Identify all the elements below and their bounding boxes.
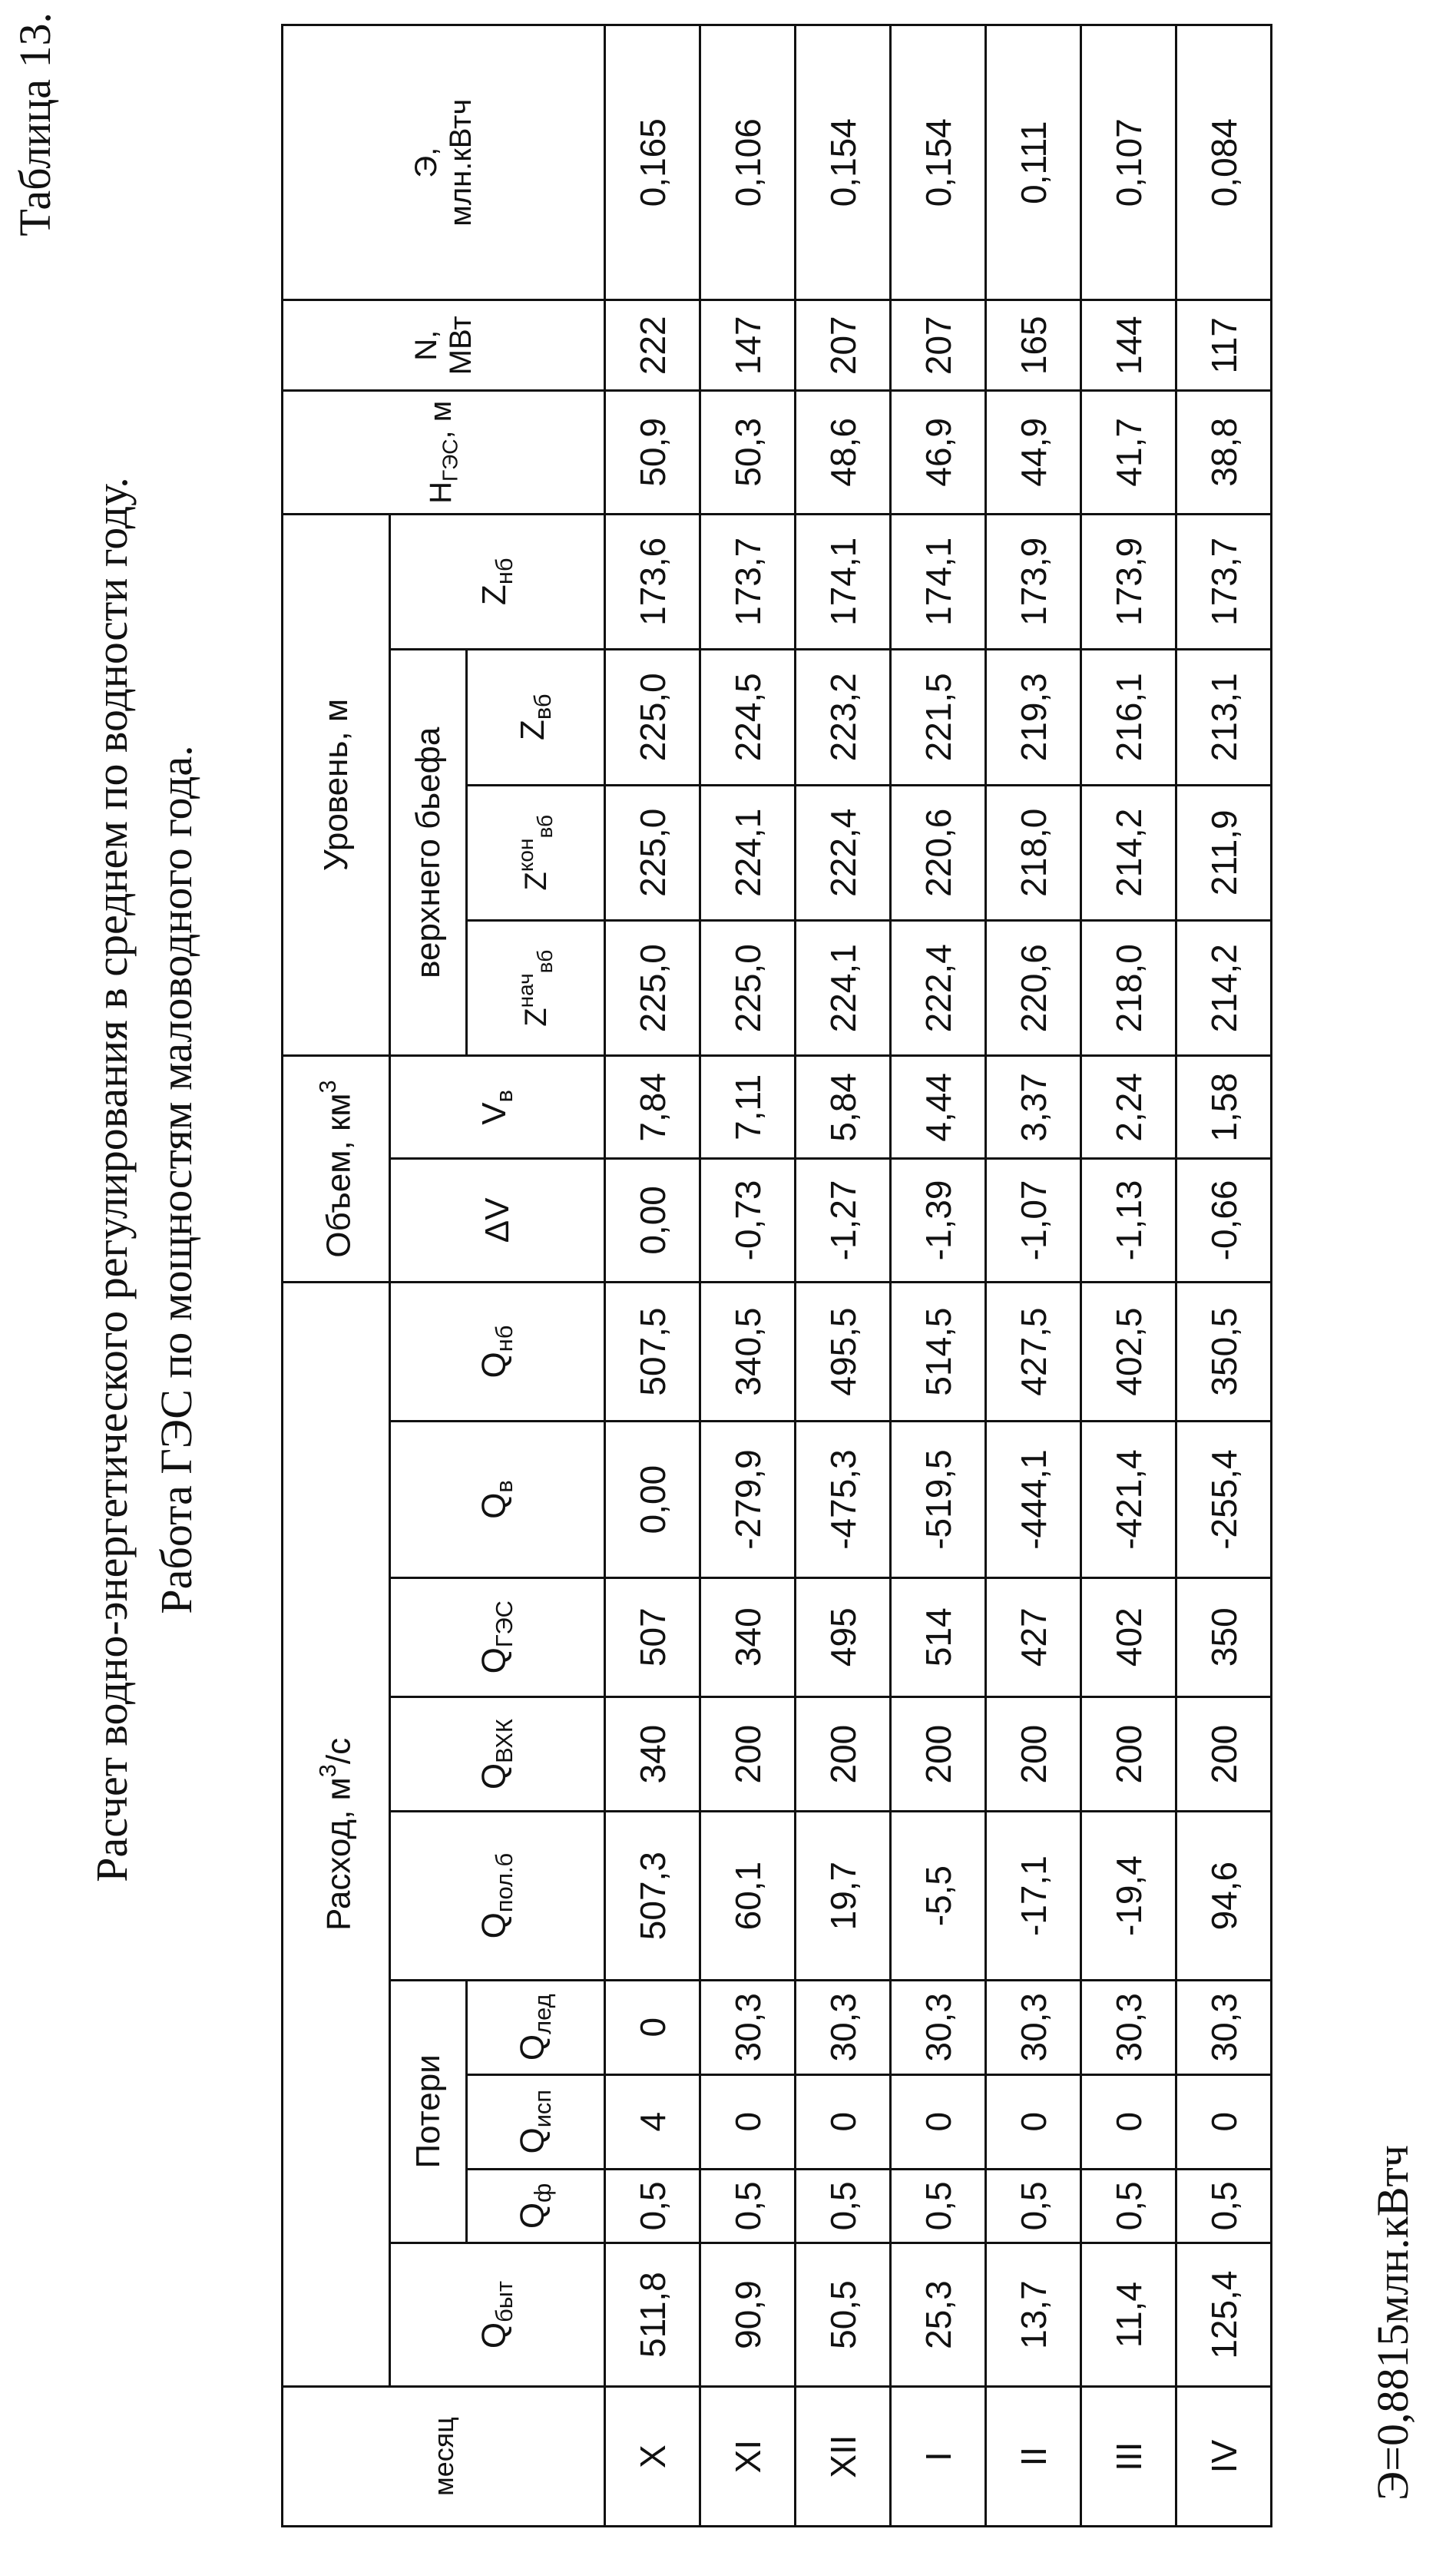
cell-e: 0,154 [891, 25, 986, 300]
table-caption-line-2: Работа ГЭС по мощностям маловодного года. [151, 745, 201, 1614]
cell-q-nb: 402,5 [1081, 1282, 1176, 1422]
cell-v-v: 1,58 [1176, 1056, 1272, 1159]
cell-z-vb: 219,3 [986, 650, 1081, 785]
cell-q-isp: 0 [986, 2074, 1081, 2169]
cell-q-nb: 427,5 [986, 1282, 1081, 1422]
cell-v-v: 2,24 [1081, 1056, 1176, 1159]
cell-q-f: 0,5 [986, 2169, 1081, 2243]
cell-delta-v: -1,27 [796, 1159, 891, 1282]
cell-e: 0,107 [1081, 25, 1176, 300]
cell-h-ges: 44,9 [986, 391, 1081, 514]
cell-q-byt: 90,9 [700, 2243, 796, 2387]
cell-q-ges: 495 [796, 1577, 891, 1696]
cell-q-ges: 340 [700, 1577, 796, 1696]
cell-delta-v: -0,66 [1176, 1159, 1272, 1282]
cell-q-v: -255,4 [1176, 1422, 1272, 1577]
cell-z-kon: 218,0 [986, 785, 1081, 920]
cell-q-pol: 60,1 [700, 1812, 796, 1980]
header-q-v: $Q_в$ [390, 1422, 605, 1577]
cell-q-v: -421,4 [1081, 1422, 1176, 1577]
cell-q-pol: -19,4 [1081, 1812, 1176, 1980]
cell-z-nb: 173,7 [700, 514, 796, 650]
cell-q-ges: 514 [891, 1577, 986, 1696]
cell-q-ges: 350 [1176, 1577, 1272, 1696]
table-row [1176, 25, 1272, 2527]
cell-q-v: 0,00 [605, 1422, 700, 1577]
cell-delta-v: -1,07 [986, 1159, 1081, 1282]
cell-e: 0,084 [1176, 25, 1272, 300]
header-delta-v: ΔV [390, 1159, 605, 1282]
cell-q-nb: 340,5 [700, 1282, 796, 1422]
header-flow-group: Расход, $м^3/с$ [283, 1282, 390, 2387]
cell-z-nb: 173,9 [1081, 514, 1176, 650]
cell-delta-v: -1,13 [1081, 1159, 1176, 1282]
cell-v-v: 4,44 [891, 1056, 986, 1159]
cell-q-isp: 0 [1081, 2074, 1176, 2169]
cell-e: 0,111 [986, 25, 1081, 300]
cell-q-led: 30,3 [796, 1980, 891, 2074]
cell-h-ges: 50,3 [700, 391, 796, 514]
cell-q-f: 0,5 [1081, 2169, 1176, 2243]
cell-z-nb: 174,1 [891, 514, 986, 650]
cell-v-v: 5,84 [796, 1056, 891, 1159]
cell-q-f: 0,5 [796, 2169, 891, 2243]
cell-q-v: -444,1 [986, 1422, 1081, 1577]
cell-v-v: 7,11 [700, 1056, 796, 1159]
regulation-table [281, 24, 1272, 2527]
cell-z-kon: 214,2 [1081, 785, 1176, 920]
cell-z-nach: 225,0 [605, 921, 700, 1056]
table-row [986, 25, 1081, 2527]
table-row [891, 25, 986, 2527]
cell-q-isp: 4 [605, 2074, 700, 2169]
cell-z-nach: 214,2 [1176, 921, 1272, 1056]
cell-n: 147 [700, 300, 796, 391]
cell-q-nb: 514,5 [891, 1282, 986, 1422]
cell-q-vhk: 200 [986, 1696, 1081, 1812]
cell-q-f: 0,5 [605, 2169, 700, 2243]
cell-z-nach: 224,1 [796, 921, 891, 1056]
cell-delta-v: 0,00 [605, 1159, 700, 1282]
header-energy: Э, млн.кВтч [283, 25, 605, 300]
cell-q-v: -519,5 [891, 1422, 986, 1577]
header-q-ges: $Q_{ГЭС}$ [390, 1577, 605, 1696]
cell-e: 0,106 [700, 25, 796, 300]
cell-q-led: 30,3 [986, 1980, 1081, 2074]
cell-z-nach: 222,4 [891, 921, 986, 1056]
cell-v-v: 3,37 [986, 1056, 1081, 1159]
cell-delta-v: -1,39 [891, 1159, 986, 1282]
cell-q-isp: 0 [891, 2074, 986, 2169]
cell-month: XII [796, 2387, 891, 2527]
header-v-v: $V_в$ [390, 1056, 605, 1159]
cell-z-kon: 220,6 [891, 785, 986, 920]
cell-delta-v: -0,73 [700, 1159, 796, 1282]
header-level-group: Уровень, м [283, 514, 390, 1056]
cell-q-ges: 507 [605, 1577, 700, 1696]
cell-q-byt: 125,4 [1176, 2243, 1272, 2387]
cell-q-nb: 495,5 [796, 1282, 891, 1422]
cell-month: I [891, 2387, 986, 2527]
cell-q-led: 30,3 [1081, 1980, 1176, 2074]
energy-total: Э=0,8815млн.кВтч [1368, 2144, 1418, 2501]
cell-z-nb: 173,7 [1176, 514, 1272, 650]
cell-h-ges: 48,6 [796, 391, 891, 514]
cell-z-nb: 174,1 [796, 514, 891, 650]
cell-q-pol: -17,1 [986, 1812, 1081, 1980]
cell-n: 222 [605, 300, 700, 391]
cell-q-vhk: 200 [700, 1696, 796, 1812]
header-q-led: $Q_{лед}$ [467, 1980, 605, 2074]
cell-q-vhk: 200 [1176, 1696, 1272, 1812]
header-z-nb: $Z_{нб}$ [390, 514, 605, 650]
cell-q-f: 0,5 [1176, 2169, 1272, 2243]
cell-q-f: 0,5 [700, 2169, 796, 2243]
cell-z-nb: 173,6 [605, 514, 700, 650]
cell-q-byt: 511,8 [605, 2243, 700, 2387]
cell-q-pol: 19,7 [796, 1812, 891, 1980]
cell-n: 207 [891, 300, 986, 391]
cell-q-byt: 50,5 [796, 2243, 891, 2387]
cell-q-led: 30,3 [700, 1980, 796, 2074]
header-q-byt: $Q_{быт}$ [390, 2243, 605, 2387]
cell-z-nach: 218,0 [1081, 921, 1176, 1056]
cell-z-nach: 220,6 [986, 921, 1081, 1056]
header-z-vb: $Z_{вб}$ [467, 650, 605, 785]
cell-q-byt: 11,4 [1081, 2243, 1176, 2387]
table-caption-line-1: Расчет водно-энергетического регулирования в среднем по водности году. [87, 477, 137, 1882]
cell-q-pol: 94,6 [1176, 1812, 1272, 1980]
header-losses: Потери [390, 1980, 467, 2243]
cell-z-nb: 173,9 [986, 514, 1081, 650]
header-upper-pool: верхнего бьефа [390, 650, 467, 1056]
cell-q-vhk: 200 [891, 1696, 986, 1812]
cell-n: 207 [796, 300, 891, 391]
cell-z-vb: 224,5 [700, 650, 796, 785]
cell-q-f: 0,5 [891, 2169, 986, 2243]
cell-z-vb: 213,1 [1176, 650, 1272, 785]
cell-n: 165 [986, 300, 1081, 391]
header-n-power: N, МВт [283, 300, 605, 391]
cell-n: 144 [1081, 300, 1176, 391]
table-row [796, 25, 891, 2527]
cell-q-nb: 350,5 [1176, 1282, 1272, 1422]
cell-q-ges: 402 [1081, 1577, 1176, 1696]
cell-z-vb: 223,2 [796, 650, 891, 785]
cell-q-byt: 13,7 [986, 2243, 1081, 2387]
cell-q-nb: 507,5 [605, 1282, 700, 1422]
cell-h-ges: 46,9 [891, 391, 986, 514]
header-month: месяц [283, 2387, 605, 2527]
cell-q-v: -279,9 [700, 1422, 796, 1577]
cell-e: 0,165 [605, 25, 700, 300]
cell-q-isp: 0 [796, 2074, 891, 2169]
cell-q-pol: -5,5 [891, 1812, 986, 1980]
cell-q-ges: 427 [986, 1577, 1081, 1696]
cell-v-v: 7,84 [605, 1056, 700, 1159]
cell-z-kon: 224,1 [700, 785, 796, 920]
cell-z-vb: 216,1 [1081, 650, 1176, 785]
table-row [700, 25, 796, 2527]
cell-month: XI [700, 2387, 796, 2527]
cell-h-ges: 41,7 [1081, 391, 1176, 514]
cell-z-vb: 221,5 [891, 650, 986, 785]
cell-z-kon: 211,9 [1176, 785, 1272, 920]
header-h-ges: $H_{ГЭС}$, м [283, 391, 605, 514]
cell-e: 0,154 [796, 25, 891, 300]
header-q-isp: $Q_{исп}$ [467, 2074, 605, 2169]
cell-q-vhk: 340 [605, 1696, 700, 1812]
cell-h-ges: 38,8 [1176, 391, 1272, 514]
header-q-f: $Q_ф$ [467, 2169, 605, 2243]
cell-q-vhk: 200 [796, 1696, 891, 1812]
header-z-kon: $Z^{кон}_{вб}$ [467, 785, 605, 920]
cell-month: IV [1176, 2387, 1272, 2527]
header-z-nach: $Z^{нач}_{вб}$ [467, 921, 605, 1056]
cell-z-vb: 225,0 [605, 650, 700, 785]
table-row [1081, 25, 1176, 2527]
cell-q-vhk: 200 [1081, 1696, 1176, 1812]
cell-z-kon: 225,0 [605, 785, 700, 920]
cell-q-pol: 507,3 [605, 1812, 700, 1980]
cell-q-led: 0 [605, 1980, 700, 2074]
header-q-nb: $Q_{нб}$ [390, 1282, 605, 1422]
cell-q-v: -475,3 [796, 1422, 891, 1577]
cell-month: X [605, 2387, 700, 2527]
cell-q-isp: 0 [1176, 2074, 1272, 2169]
cell-z-nach: 225,0 [700, 921, 796, 1056]
cell-q-byt: 25,3 [891, 2243, 986, 2387]
cell-z-kon: 222,4 [796, 785, 891, 920]
table-row [605, 25, 700, 2527]
header-q-pol: $Q_{пол.б}$ [390, 1812, 605, 1980]
cell-q-isp: 0 [700, 2074, 796, 2169]
cell-q-led: 30,3 [1176, 1980, 1272, 2074]
cell-h-ges: 50,9 [605, 391, 700, 514]
cell-month: III [1081, 2387, 1176, 2527]
header-q-vhk: $Q_{ВХК}$ [390, 1696, 605, 1812]
cell-q-led: 30,3 [891, 1980, 986, 2074]
cell-n: 117 [1176, 300, 1272, 391]
table-number: Таблица 13. [10, 12, 60, 237]
header-volume-group: Объем, $км^3$ [283, 1056, 390, 1282]
cell-month: II [986, 2387, 1081, 2527]
